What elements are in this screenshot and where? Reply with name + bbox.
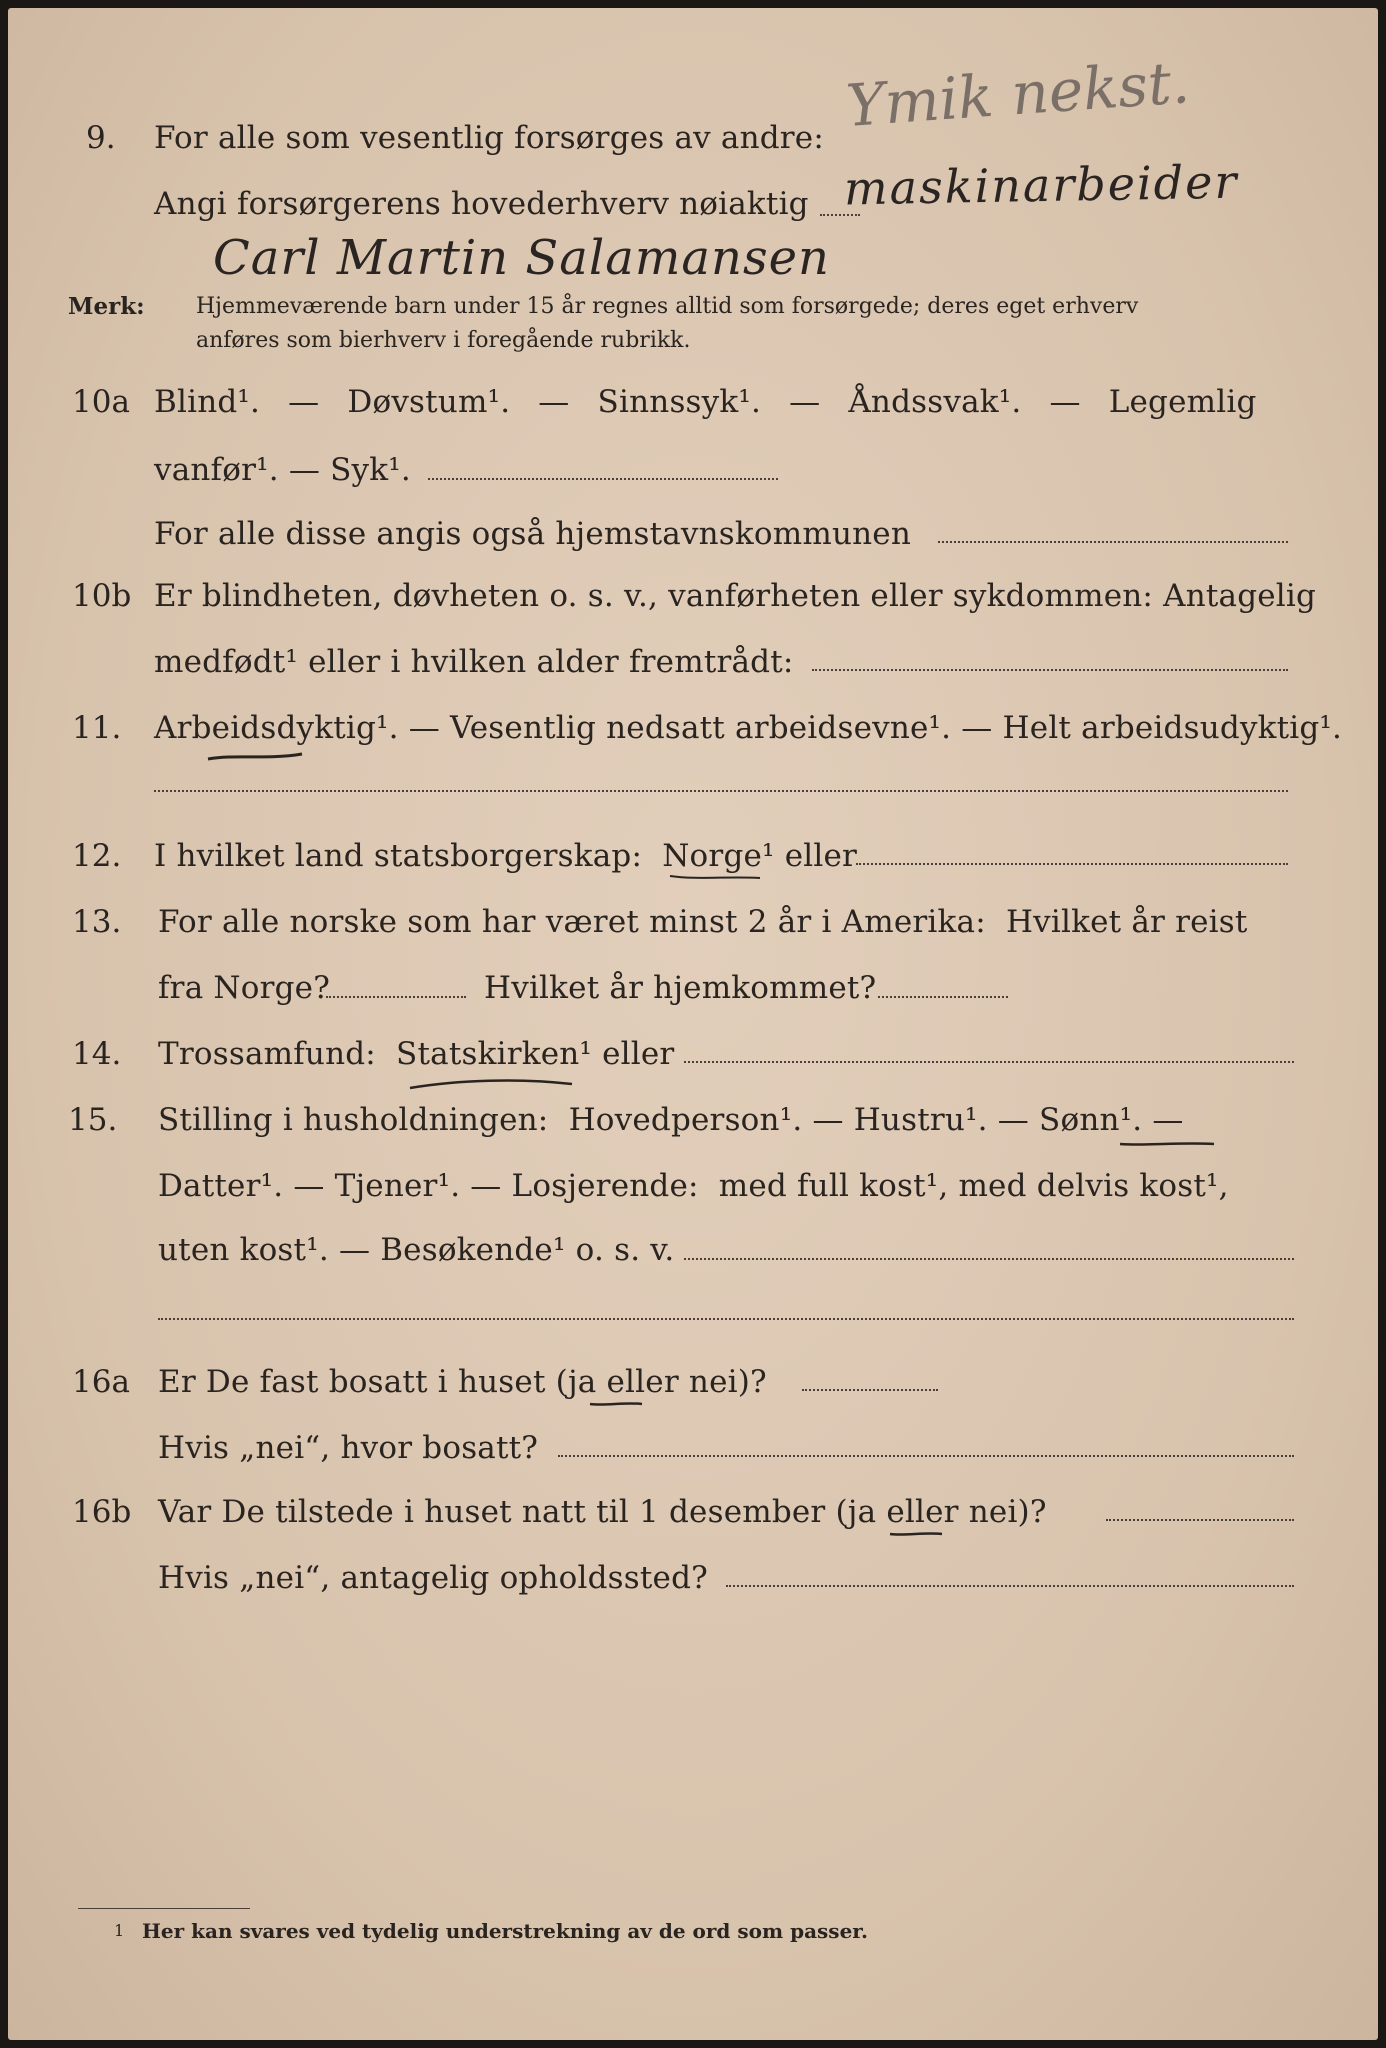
q16a-underline-mark bbox=[588, 1398, 644, 1410]
q15-line-1: Stilling i husholdningen: Hovedperson¹. — Hustru¹. — Sønn¹. — bbox=[158, 1102, 1184, 1138]
q14-number: 14. bbox=[72, 1036, 122, 1072]
q12-line-1: I hvilket land statsborgerskap: Norge¹ eller bbox=[154, 838, 858, 874]
footnote-mark: 1 bbox=[114, 1921, 125, 1940]
q12-number: 12. bbox=[72, 838, 122, 874]
q16b-underline-mark bbox=[888, 1528, 944, 1540]
note-line-1: Hjemmeværende barn under 15 år regnes alltid som forsørgede; deres eget erhverv bbox=[196, 294, 1139, 319]
q13-returned-label: Hvilket år hjemkommet? bbox=[484, 970, 877, 1006]
q15-underline-mark bbox=[1118, 1138, 1218, 1150]
q10b-age-field[interactable] bbox=[812, 669, 1288, 671]
q9-provider-question: Angi forsørgerens hovederhverv nøiaktig bbox=[154, 186, 809, 222]
q11-number: 11. bbox=[72, 710, 122, 746]
q16a-line-2: Hvis „nei“, hvor bosatt? bbox=[158, 1430, 539, 1466]
q10a-sick-field[interactable] bbox=[428, 478, 778, 480]
q9-handwritten-answer: Ymik nekst. bbox=[844, 48, 1192, 140]
q13-left-norway-field[interactable] bbox=[326, 996, 466, 998]
q15-other-field[interactable] bbox=[684, 1258, 1294, 1260]
q15-line-2: Datter¹. — Tjener¹. — Losjerende: med full kost¹, med delvis kost¹, bbox=[158, 1168, 1229, 1204]
q14-underline-mark bbox=[408, 1076, 578, 1094]
q10a-home-municipality-field[interactable] bbox=[938, 541, 1288, 543]
note-label: Merk: bbox=[68, 293, 145, 320]
q15-line-3: uten kost¹. — Besøkende¹ o. s. v. bbox=[158, 1232, 675, 1268]
q15-answer-line[interactable] bbox=[158, 1318, 1294, 1320]
q9-question: For alle som vesentlig forsørges av andre: bbox=[154, 120, 824, 156]
q10a-line-2: vanfør¹. — Syk¹. bbox=[154, 452, 411, 488]
q13-returned-field[interactable] bbox=[878, 996, 1008, 998]
q9-number: 9. bbox=[86, 120, 116, 156]
q10a-line-3: For alle disse angis også hjemstavnskommunen bbox=[154, 516, 911, 552]
q14-other-faith-field[interactable] bbox=[684, 1061, 1294, 1063]
q13-number: 13. bbox=[72, 904, 122, 940]
note-line-2: anføres som bierhverv i foregående rubrikk. bbox=[196, 328, 691, 353]
q16b-line-2: Hvis „nei“, antagelig opholdssted? bbox=[158, 1560, 708, 1596]
q9-provider-name: Carl Martin Salamansen bbox=[213, 230, 830, 286]
q16b-line-1: Var De tilstede i huset natt til 1 desember (ja eller nei)? bbox=[158, 1494, 1047, 1530]
q16a-residence-field[interactable] bbox=[558, 1455, 1294, 1457]
q13-left-norway-label: fra Norge? bbox=[158, 970, 331, 1006]
q10a-number: 10a bbox=[72, 384, 130, 420]
q10b-line-1: Er blindheten, døvheten o. s. v., vanførheten eller sykdommen: Antagelig bbox=[154, 578, 1317, 614]
q11-underline-mark bbox=[206, 750, 306, 764]
q10b-number: 10b bbox=[72, 578, 132, 614]
q16a-number: 16a bbox=[72, 1364, 130, 1400]
q12-other-country-field[interactable] bbox=[856, 863, 1288, 865]
q10b-line-2: medfødt¹ eller i hvilken alder fremtrådt: bbox=[154, 644, 794, 680]
q16b-answer-field[interactable] bbox=[1106, 1519, 1294, 1521]
census-form-page bbox=[8, 8, 1378, 2040]
footnote-rule bbox=[78, 1908, 250, 1909]
q16b-whereabouts-field[interactable] bbox=[726, 1585, 1294, 1587]
q16a-answer-field[interactable] bbox=[802, 1389, 938, 1391]
footnote-text: Her kan svares ved tydelig understrekning av de ord som passer. bbox=[142, 1919, 868, 1943]
q16b-number: 16b bbox=[72, 1494, 132, 1530]
q9-provider-occupation: maskinarbeider bbox=[843, 154, 1239, 216]
q10a-line-1: Blind¹. — Døvstum¹. — Sinnssyk¹. — Åndssvak¹. — Legemlig bbox=[154, 384, 1257, 420]
q16a-line-1: Er De fast bosatt i huset (ja eller nei)? bbox=[158, 1364, 767, 1400]
q11-answer-line[interactable] bbox=[154, 790, 1288, 792]
q14-line-1: Trossamfund: Statskirken¹ eller bbox=[158, 1036, 675, 1072]
q11-line-1: Arbeidsdyktig¹. — Vesentlig nedsatt arbeidsevne¹. — Helt arbeidsudyktig¹. bbox=[154, 710, 1343, 746]
q13-line-1: For alle norske som har været minst 2 år i Amerika: Hvilket år reist bbox=[158, 904, 1248, 940]
q15-number: 15. bbox=[68, 1102, 118, 1138]
q12-underline-mark bbox=[668, 870, 768, 884]
